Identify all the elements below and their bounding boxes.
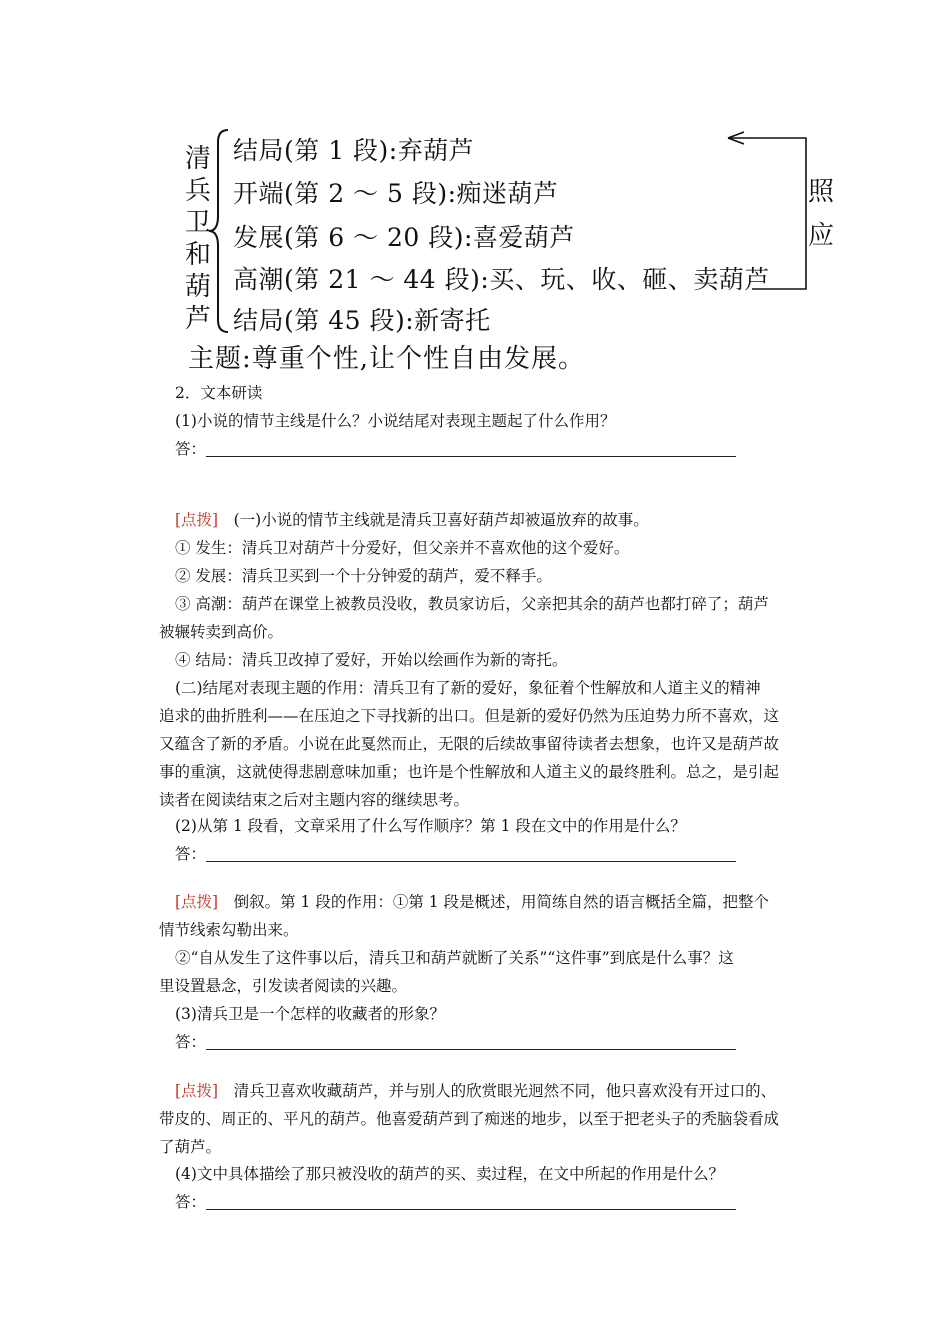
answer-1-line[interactable] (206, 456, 736, 457)
answer-4-prefix: 答： (175, 1193, 207, 1211)
question-3: (3)清兵卫是一个怎样的收藏者的形象？ (175, 1005, 445, 1023)
hint-2: [点拨] 倒叙。第 1 段的作用：①第 1 段是概述，用简练自然的语言概括全篇，把整个 情节线索勾勒出来。 ②“自从发生了这件事以后，清兵卫和葫芦就断了关系”“这件事”到底是什么事？这 里设置悬念，引发读者阅读的兴趣。 (159, 893, 770, 995)
question-4: (4)文中具体描绘了那只被没收的葫芦的买、卖过程，在文中所起的作用是什么？ (175, 1165, 724, 1183)
outline-row-2: 开端(第 2 ～ 5 段):痴迷葫芦 (233, 179, 559, 208)
theme-statement: 主题:尊重个性,让个性自由发展。 (188, 344, 586, 374)
echo-label: 照 应 (807, 177, 834, 251)
hint-3: [点拨] 清兵卫喜欢收藏葫芦，并与别人的欣赏眼光迥然不同，他只喜欢没有开过口的、 带皮的、周正的、平凡的葫芦。他喜爱葫芦到了痴迷的地步，以至于把老头子的秃脑袋看成 了葫芦。 (159, 1082, 780, 1156)
outline-row-3: 发展(第 6 ～ 20 段):喜爱葫芦 (233, 223, 575, 252)
outline-row-5: 结局(第 45 段):新寄托 (233, 306, 491, 335)
outline-row-4: 高潮(第 21 ～ 44 段):买、玩、收、砸、卖葫芦 (233, 265, 770, 294)
outline-row-1: 结局(第 1 段):弃葫芦 (233, 136, 475, 165)
section-heading: 2．文本研读 (175, 384, 263, 402)
question-1: (1)小说的情节主线是什么？小说结尾对表现主题起了什么作用？ (175, 412, 616, 430)
answer-3-prefix: 答： (175, 1033, 207, 1051)
hint-tag: [点拨] (175, 893, 219, 911)
answer-1-prefix: 答： (175, 440, 207, 458)
hint-1: [点拨] (一)小说的情节主线就是清兵卫喜好葫芦却被逼放弃的故事。 ① 发生：清兵卫对葫芦十分爱好，但父亲并不喜欢他的这个爱好。 ② 发展：清兵卫买到一个十分钟爱的葫芦，爱不释手。 ③ 高潮：葫芦在课堂上被教员没收，教员家访后，父亲把其余的葫芦也都打碎了；葫芦 被辗转卖到高价。 ④ 结局：清兵卫改掉了爱好，开始以绘画作为新的寄托。 (二)结尾对表现主题的作用：清兵卫有了新的爱好，象征着个性解放和人道主义的精神 追求的曲折胜利——在压迫之下寻找新的出口。但是新的爱好仍然为压迫势力所不喜欢，这 又蕴含了新的矛盾。小说在此戛然而止，无限的后续故事留待读者去想象，也许又是葫芦故 事的重演，这就使得悲剧意味加重；也许是个性解放和人道主义的最终胜利。总之，是引起 读者在阅读结束之后对主题内容的继续思考。 (159, 511, 780, 809)
answer-3-line[interactable] (206, 1049, 736, 1050)
hint-tag: [点拨] (175, 1082, 219, 1100)
structure-diagram (0, 0, 950, 380)
answer-4-line[interactable] (206, 1209, 736, 1210)
hint-tag: [点拨] (175, 511, 219, 529)
answer-2-prefix: 答： (175, 845, 207, 863)
diagram-vertical-title: 清 兵 卫 和 葫 芦 (184, 144, 211, 334)
question-2: (2)从第 1 段看，文章采用了什么写作顺序？第 1 段在文中的作用是什么？ (175, 817, 686, 835)
answer-2-line[interactable] (206, 861, 736, 862)
